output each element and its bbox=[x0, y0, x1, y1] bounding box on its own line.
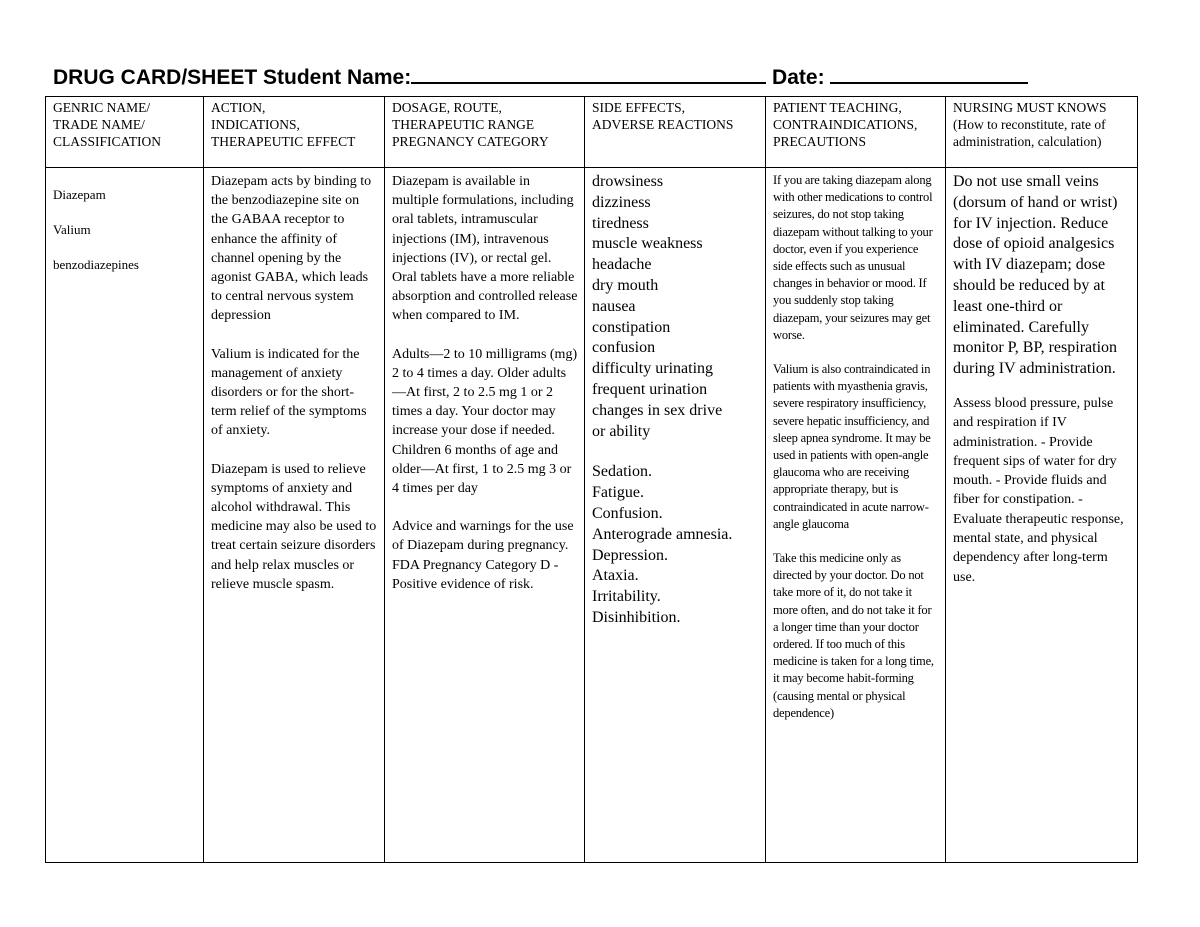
generic-name-cell bbox=[46, 168, 204, 863]
dosage-amounts: Adults—2 to 10 milligrams (mg) 2 to 4 times a day. Older adults—At first, 2 to 2.5 mg 1 or 2 times a day. Your doctor may increase your dose if needed. Children 6 months of age and older—At first, 1 to 2.5 mg 3 or 4 times per day bbox=[392, 346, 578, 497]
action-mechanism: Diazepam acts by binding to the benzodiazepine site on the GABAA receptor to enhance the affinity of channel opening by the agonist GABA, which leads to central nervous system depression bbox=[211, 174, 372, 324]
trade-name: Valium bbox=[53, 222, 91, 237]
column-header: ACTION, INDICATIONS, THERAPEUTIC EFFECT bbox=[204, 97, 385, 168]
classification: benzodiazepines bbox=[53, 257, 139, 272]
column-header: PATIENT TEACHING, CONTRAINDICATIONS, PRECAUTIONS bbox=[766, 97, 946, 168]
column-header: NURSING MUST KNOWS (How to reconstitute, rate of administration, calculation) bbox=[946, 97, 1138, 168]
dosage-cell bbox=[385, 168, 585, 863]
contraindications: Valium is also contraindicated in patients with myasthenia gravis, severe respiratory insufficiency, severe hepatic insufficiency, and sleep apnea syndrome. It may be used in patients with open-angle glaucoma who are receiving appropriate therapy, but is contraindicated in acute narrow-angle glaucoma bbox=[773, 362, 931, 531]
date-label: Date: bbox=[772, 66, 825, 89]
action-indication: Valium is indicated for the management of anxiety disorders or for the short- term relief of the symptoms of anxiety. bbox=[211, 346, 367, 439]
nursing-iv-notes: Do not use small veins (dorsum of hand or wrist) for IV injection. Reduce dose of opioid analgesics with IV diazepam; dose should be reduced by at least one-third or eliminated. Carefully monitor P, BP, respiration during IV administration. bbox=[953, 173, 1118, 378]
title-label: DRUG CARD/SHEET Student Name: bbox=[53, 66, 412, 89]
side-effects-cell bbox=[585, 168, 766, 863]
adverse-reactions-list: Sedation. Fatigue. Confusion. Anterograde amnesia. Depression. Ataxia. Irritability. Disinhibition. bbox=[592, 463, 733, 626]
column-header: SIDE EFFECTS, ADVERSE REACTIONS bbox=[585, 97, 766, 168]
table-header-row bbox=[46, 97, 1138, 168]
student-name-field[interactable] bbox=[411, 64, 766, 84]
pregnancy-category: Advice and warnings for the use of Diazepam during pregnancy. FDA Pregnancy Category D - Positive evidence of risk. bbox=[392, 519, 574, 592]
page-title bbox=[53, 64, 1028, 90]
nursing-assessment: Assess blood pressure, pulse and respiration if IV administration. - Provide frequent sips of water for dry mouth. - Provide fluids and fiber for constipation. - Evaluate therapeutic response, mental state, and physical dependency after long-term use. bbox=[953, 395, 1124, 585]
action-cell bbox=[204, 168, 385, 863]
generic-name: Diazepam bbox=[53, 187, 106, 202]
teaching-cell bbox=[766, 168, 946, 863]
drug-card-table bbox=[45, 96, 1138, 863]
dosage-formulations: Diazepam is available in multiple formulations, including oral tablets, intramuscular injections (IM), intravenous injections (IV), or rectal gel. Oral tablets have a more reliable absorption and controlled release when compared to IM. bbox=[392, 174, 578, 324]
table-row bbox=[46, 168, 1138, 863]
action-use: Diazepam is used to relieve symptoms of anxiety and alcohol withdrawal. This medicine may also be used to treat certain seizure disorders and help relax muscles or relieve muscle spasm. bbox=[211, 461, 377, 592]
column-header: GENRIC NAME/ TRADE NAME/ CLASSIFICATION bbox=[46, 97, 204, 168]
teaching-seizures: If you are taking diazepam along with other medications to control seizures, do not stop taking diazepam without talking to your doctor, even if you experience side effects such as unusual changes in behavior or mood. If you suddenly stop taking diazepam, your seizures may get worse. bbox=[773, 173, 933, 342]
precautions: Take this medicine only as directed by your doctor. Do not take more of it, do not take it more often, and do not take it for a longer time than your doctor ordered. If too much of this medicine is taken for a long time, it may become habit-forming (causing mental or physical dependence) bbox=[773, 551, 934, 720]
column-header: DOSAGE, ROUTE, THERAPEUTIC RANGE PREGNANCY CATEGORY bbox=[385, 97, 585, 168]
side-effects-list: drowsiness dizziness tiredness muscle weakness headache dry mouth nausea constipation confusion difficulty urinating frequent urination changes in sex drive or ability bbox=[592, 173, 723, 440]
date-field[interactable] bbox=[830, 64, 1028, 84]
nursing-cell bbox=[946, 168, 1138, 863]
